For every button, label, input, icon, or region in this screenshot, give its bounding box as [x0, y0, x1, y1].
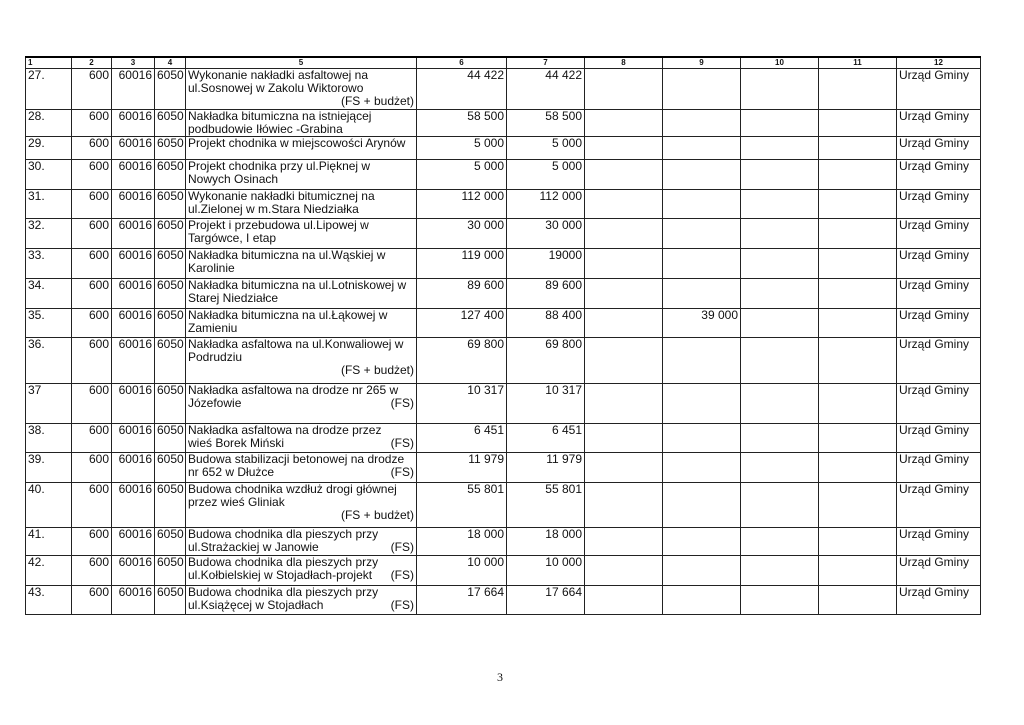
amount-col9-cell: [663, 137, 741, 160]
description-text: Targówce, I etap: [188, 231, 277, 245]
row-number-cell: 27.: [26, 69, 72, 110]
amount-col10-cell: [741, 190, 819, 219]
row-number-cell: 30.: [26, 160, 72, 190]
amount-col9-cell: [663, 556, 741, 586]
amount-col9-cell: [663, 453, 741, 483]
chapter-cell: 60016: [112, 556, 155, 586]
amount-col11-cell: [819, 110, 897, 137]
column-header-11: 11: [819, 57, 897, 69]
task-description-cell: [186, 453, 417, 483]
total-value-cell: 58 500: [417, 110, 507, 137]
responsible-unit-cell: Urząd Gminy: [897, 190, 981, 219]
row-number-cell: 34.: [26, 279, 72, 309]
amount-col11-cell: [819, 586, 897, 615]
table-row: [26, 338, 981, 384]
task-description-cell: [186, 384, 417, 424]
amount-col8-cell: [585, 219, 663, 249]
task-description-cell: [186, 586, 417, 615]
table-row: [26, 110, 981, 137]
row-number-cell: 31.: [26, 190, 72, 219]
total-value-cell: 112 000: [417, 190, 507, 219]
amount-col7-cell: 6 451: [507, 424, 585, 453]
task-description-cell: [186, 137, 417, 160]
amount-col9-cell: [663, 279, 741, 309]
description-text: Wykonanie nakładki bitumicznej na: [188, 189, 375, 203]
total-value-cell: 69 800: [417, 338, 507, 384]
task-description-cell: [186, 528, 417, 556]
division-cell: 600: [72, 483, 112, 528]
funding-source-tag: (FS): [390, 465, 414, 479]
column-number-header: [26, 57, 981, 69]
amount-col10-cell: [741, 424, 819, 453]
amount-col8-cell: [585, 483, 663, 528]
table-row: [26, 249, 981, 279]
amount-col10-cell: [741, 586, 819, 615]
description-text: ul.Zielonej w m.Stara Niedziałka: [188, 202, 359, 216]
amount-col9-cell: 39 000: [663, 309, 741, 338]
column-header-6: 6: [417, 57, 507, 69]
task-description-cell: [186, 338, 417, 384]
total-value-cell: 55 801: [417, 483, 507, 528]
amount-col9-cell: [663, 219, 741, 249]
task-description-cell: [186, 556, 417, 586]
task-description-cell: [186, 69, 417, 110]
amount-col7-cell: 10 317: [507, 384, 585, 424]
chapter-cell: 60016: [112, 160, 155, 190]
responsible-unit-cell: Urząd Gminy: [897, 338, 981, 384]
description-line: [188, 137, 414, 150]
division-cell: 600: [72, 110, 112, 137]
amount-col10-cell: [741, 338, 819, 384]
amount-col11-cell: [819, 309, 897, 338]
total-value-cell: 18 000: [417, 528, 507, 556]
responsible-unit-cell: Urząd Gminy: [897, 110, 981, 137]
amount-col9-cell: [663, 249, 741, 279]
table-row: [26, 586, 981, 615]
responsible-unit-cell: Urząd Gminy: [897, 309, 981, 338]
amount-col10-cell: [741, 556, 819, 586]
table-row: [26, 309, 981, 338]
responsible-unit-cell: Urząd Gminy: [897, 279, 981, 309]
description-line: [188, 203, 414, 216]
amount-col10-cell: [741, 453, 819, 483]
table-row: [26, 556, 981, 586]
amount-col10-cell: [741, 69, 819, 110]
amount-col9-cell: [663, 190, 741, 219]
total-value-cell: 119 000: [417, 249, 507, 279]
amount-col7-cell: 19000: [507, 249, 585, 279]
responsible-unit-cell: Urząd Gminy: [897, 483, 981, 528]
investment-table: [25, 56, 981, 615]
total-value-cell: 10 000: [417, 556, 507, 586]
amount-col7-cell: 11 979: [507, 453, 585, 483]
description-text: przez wieś Gliniak: [188, 495, 285, 509]
chapter-cell: 60016: [112, 279, 155, 309]
chapter-cell: 60016: [112, 586, 155, 615]
row-number-cell: 38.: [26, 424, 72, 453]
division-cell: 600: [72, 556, 112, 586]
chapter-cell: 60016: [112, 69, 155, 110]
description-text: wieś Borek Miński: [188, 436, 285, 450]
description-text: nr 652 w Dłużce: [188, 465, 275, 479]
description-text: Nakładka bitumiczna na ul.Wąskiej w: [188, 248, 386, 262]
chapter-cell: 60016: [112, 338, 155, 384]
funding-source-tag: (FS + budżet): [340, 363, 414, 377]
amount-col8-cell: [585, 160, 663, 190]
amount-col7-cell: 10 000: [507, 556, 585, 586]
funding-source-tag: (FS + budżet): [340, 508, 414, 522]
description-text: Nakładka bitumiczna na istniejącej: [188, 109, 372, 123]
amount-col11-cell: [819, 190, 897, 219]
responsible-unit-cell: Urząd Gminy: [897, 556, 981, 586]
row-number-cell: 29.: [26, 137, 72, 160]
responsible-unit-cell: Urząd Gminy: [897, 219, 981, 249]
amount-col10-cell: [741, 279, 819, 309]
amount-col7-cell: 88 400: [507, 309, 585, 338]
task-description-cell: [186, 483, 417, 528]
amount-col11-cell: [819, 556, 897, 586]
division-cell: 600: [72, 586, 112, 615]
table-row: [26, 424, 981, 453]
table-row: [26, 190, 981, 219]
description-line: [188, 569, 414, 582]
division-cell: 600: [72, 424, 112, 453]
division-cell: 600: [72, 528, 112, 556]
amount-col8-cell: [585, 338, 663, 384]
amount-col9-cell: [663, 586, 741, 615]
amount-col8-cell: [585, 453, 663, 483]
task-description-cell: [186, 110, 417, 137]
description-text: Nakładka bitumiczna na ul.Łąkowej w: [188, 308, 388, 322]
table-row: [26, 137, 981, 160]
description-line: [188, 173, 414, 186]
paragraph-cell: 6050: [155, 453, 186, 483]
responsible-unit-cell: Urząd Gminy: [897, 249, 981, 279]
funding-source-tag: (FS): [390, 540, 414, 554]
amount-col7-cell: 30 000: [507, 219, 585, 249]
description-line: [188, 123, 414, 136]
total-value-cell: 127 400: [417, 309, 507, 338]
description-text: Projekt i przebudowa ul.Lipowej w: [188, 218, 369, 232]
description-text: Podrudziu: [188, 350, 243, 364]
chapter-cell: 60016: [112, 137, 155, 160]
amount-col8-cell: [585, 110, 663, 137]
paragraph-cell: 6050: [155, 586, 186, 615]
amount-col8-cell: [585, 384, 663, 424]
division-cell: 600: [72, 279, 112, 309]
amount-col8-cell: [585, 137, 663, 160]
responsible-unit-cell: Urząd Gminy: [897, 424, 981, 453]
amount-col11-cell: [819, 528, 897, 556]
description-text: Nakładka bitumiczna na ul.Lotniskowej w: [188, 278, 407, 292]
amount-col9-cell: [663, 338, 741, 384]
task-description-cell: [186, 190, 417, 219]
amount-col7-cell: 5 000: [507, 137, 585, 160]
description-text: Budowa chodnika wzdłuż drogi głównej: [188, 482, 397, 496]
funding-source-tag: (FS): [390, 598, 414, 612]
amount-col9-cell: [663, 160, 741, 190]
description-text: Starej Niedziałce: [188, 291, 279, 305]
total-value-cell: 5 000: [417, 137, 507, 160]
paragraph-cell: 6050: [155, 279, 186, 309]
chapter-cell: 60016: [112, 483, 155, 528]
description-line: [188, 541, 414, 554]
column-header-7: 7: [507, 57, 585, 69]
description-line: [188, 599, 414, 612]
task-description-cell: [186, 279, 417, 309]
amount-col9-cell: [663, 69, 741, 110]
paragraph-cell: 6050: [155, 160, 186, 190]
amount-col10-cell: [741, 137, 819, 160]
amount-col11-cell: [819, 219, 897, 249]
amount-col10-cell: [741, 309, 819, 338]
paragraph-cell: 6050: [155, 69, 186, 110]
amount-col10-cell: [741, 219, 819, 249]
description-text: Projekt chodnika przy ul.Pięknej w: [188, 159, 371, 173]
chapter-cell: 60016: [112, 384, 155, 424]
amount-col8-cell: [585, 424, 663, 453]
description-text: Budowa stabilizacji betonowej na drodze: [188, 452, 405, 466]
amount-col10-cell: [741, 249, 819, 279]
description-text: Budowa chodnika dla pieszych przy: [188, 585, 379, 599]
description-text: Józefowie: [188, 396, 242, 410]
task-description-cell: [186, 249, 417, 279]
total-value-cell: 6 451: [417, 424, 507, 453]
chapter-cell: 60016: [112, 309, 155, 338]
amount-col8-cell: [585, 190, 663, 219]
description-text: Zamieniu: [188, 321, 238, 335]
chapter-cell: 60016: [112, 110, 155, 137]
amount-col7-cell: 17 664: [507, 586, 585, 615]
amount-col7-cell: 44 422: [507, 69, 585, 110]
amount-col10-cell: [741, 528, 819, 556]
amount-col8-cell: [585, 279, 663, 309]
column-header-12: 12: [897, 57, 981, 69]
responsible-unit-cell: Urząd Gminy: [897, 160, 981, 190]
chapter-cell: 60016: [112, 528, 155, 556]
total-value-cell: 10 317: [417, 384, 507, 424]
description-line: [188, 322, 414, 335]
column-header-8: 8: [585, 57, 663, 69]
column-header-10: 10: [741, 57, 819, 69]
column-header-4: 4: [155, 57, 186, 69]
table-row: [26, 483, 981, 528]
total-value-cell: 30 000: [417, 219, 507, 249]
amount-col11-cell: [819, 69, 897, 110]
responsible-unit-cell: Urząd Gminy: [897, 384, 981, 424]
division-cell: 600: [72, 190, 112, 219]
responsible-unit-cell: Urząd Gminy: [897, 137, 981, 160]
amount-col11-cell: [819, 249, 897, 279]
amount-col7-cell: 55 801: [507, 483, 585, 528]
column-header-1: 1: [26, 57, 72, 69]
paragraph-cell: 6050: [155, 384, 186, 424]
paragraph-cell: 6050: [155, 338, 186, 384]
total-value-cell: 17 664: [417, 586, 507, 615]
amount-col9-cell: [663, 528, 741, 556]
description-text: Budowa chodnika dla pieszych przy: [188, 555, 379, 569]
description-text: Nakładka asfaltowa na drodze przez: [188, 423, 382, 437]
amount-col7-cell: 112 000: [507, 190, 585, 219]
row-number-cell: 42.: [26, 556, 72, 586]
chapter-cell: 60016: [112, 190, 155, 219]
responsible-unit-cell: Urząd Gminy: [897, 453, 981, 483]
task-description-cell: [186, 309, 417, 338]
paragraph-cell: 6050: [155, 219, 186, 249]
description-text: Nakładka asfaltowa na ul.Konwaliowej w: [188, 337, 404, 351]
amount-col7-cell: 58 500: [507, 110, 585, 137]
division-cell: 600: [72, 219, 112, 249]
table-row: [26, 219, 981, 249]
amount-col10-cell: [741, 483, 819, 528]
description-text: Karolinie: [188, 261, 235, 275]
total-value-cell: 89 600: [417, 279, 507, 309]
paragraph-cell: 6050: [155, 483, 186, 528]
description-text: Nowych Osinach: [188, 172, 279, 186]
amount-col11-cell: [819, 453, 897, 483]
amount-col11-cell: [819, 424, 897, 453]
amount-col9-cell: [663, 110, 741, 137]
amount-col8-cell: [585, 249, 663, 279]
amount-col10-cell: [741, 110, 819, 137]
description-line: [188, 292, 414, 305]
chapter-cell: 60016: [112, 424, 155, 453]
page-number: 3: [497, 670, 503, 684]
funding-source-tag: (FS): [390, 568, 414, 582]
description-text: Projekt chodnika w miejscowości Arynów: [188, 136, 406, 150]
division-cell: 600: [72, 69, 112, 110]
amount-col11-cell: [819, 384, 897, 424]
paragraph-cell: 6050: [155, 249, 186, 279]
row-number-cell: 33.: [26, 249, 72, 279]
amount-col10-cell: [741, 160, 819, 190]
paragraph-cell: 6050: [155, 424, 186, 453]
column-header-2: 2: [72, 57, 112, 69]
funding-source-tag: (FS + budżet): [340, 94, 414, 108]
amount-col7-cell: 18 000: [507, 528, 585, 556]
task-description-cell: [186, 424, 417, 453]
paragraph-cell: 6050: [155, 110, 186, 137]
row-number-cell: 37: [26, 384, 72, 424]
responsible-unit-cell: Urząd Gminy: [897, 528, 981, 556]
amount-col7-cell: 69 800: [507, 338, 585, 384]
description-line: [188, 397, 414, 410]
amount-col7-cell: 89 600: [507, 279, 585, 309]
amount-col11-cell: [819, 483, 897, 528]
division-cell: 600: [72, 384, 112, 424]
row-number-cell: 35.: [26, 309, 72, 338]
description-line: [188, 232, 414, 245]
amount-col8-cell: [585, 528, 663, 556]
chapter-cell: 60016: [112, 453, 155, 483]
table-row: [26, 160, 981, 190]
amount-col8-cell: [585, 309, 663, 338]
table-row: [26, 384, 981, 424]
amount-col8-cell: [585, 586, 663, 615]
description-text: ul.Sosnowej w Zakolu Wiktorowo: [188, 81, 364, 95]
table-row: [26, 279, 981, 309]
total-value-cell: 11 979: [417, 453, 507, 483]
description-text: podbudowie Iłówiec -Grabina: [188, 122, 343, 136]
division-cell: 600: [72, 338, 112, 384]
description-text: ul.Kołbielskiej w Stojadłach-projekt: [188, 568, 373, 582]
amount-col9-cell: [663, 384, 741, 424]
responsible-unit-cell: Urząd Gminy: [897, 586, 981, 615]
row-number-cell: 40.: [26, 483, 72, 528]
description-text: Nakładka asfaltowa na drodze nr 265 w: [188, 383, 399, 397]
description-text: Budowa chodnika dla pieszych przy: [188, 527, 379, 541]
paragraph-cell: 6050: [155, 556, 186, 586]
table-row: [26, 69, 981, 110]
row-number-cell: 39.: [26, 453, 72, 483]
amount-col11-cell: [819, 338, 897, 384]
row-number-cell: 32.: [26, 219, 72, 249]
amount-col7-cell: 5 000: [507, 160, 585, 190]
description-text: Wykonanie nakładki asfaltowej na: [188, 68, 368, 82]
description-text: ul.Strażackiej w Janowie: [188, 540, 319, 554]
description-line: [188, 466, 414, 479]
table-row: [26, 453, 981, 483]
description-text: ul.Książęcej w Stojadłach: [188, 598, 324, 612]
responsible-unit-cell: Urząd Gminy: [897, 69, 981, 110]
description-line: [188, 437, 414, 450]
amount-col11-cell: [819, 279, 897, 309]
column-header-9: 9: [663, 57, 741, 69]
division-cell: 600: [72, 137, 112, 160]
amount-col10-cell: [741, 384, 819, 424]
amount-col9-cell: [663, 483, 741, 528]
division-cell: 600: [72, 309, 112, 338]
row-number-cell: 28.: [26, 110, 72, 137]
task-description-cell: [186, 160, 417, 190]
total-value-cell: 5 000: [417, 160, 507, 190]
table-row: [26, 528, 981, 556]
table-body: [26, 69, 981, 615]
division-cell: 600: [72, 453, 112, 483]
paragraph-cell: 6050: [155, 190, 186, 219]
division-cell: 600: [72, 160, 112, 190]
column-header-5: 5: [186, 57, 417, 69]
row-number-cell: 41.: [26, 528, 72, 556]
funding-source-tag: (FS): [390, 436, 414, 450]
row-number-cell: 43.: [26, 586, 72, 615]
division-cell: 600: [72, 249, 112, 279]
amount-col11-cell: [819, 160, 897, 190]
chapter-cell: 60016: [112, 249, 155, 279]
budget-sheet: [25, 56, 981, 615]
paragraph-cell: 6050: [155, 528, 186, 556]
paragraph-cell: 6050: [155, 137, 186, 160]
chapter-cell: 60016: [112, 219, 155, 249]
amount-col8-cell: [585, 69, 663, 110]
column-header-3: 3: [112, 57, 155, 69]
amount-col11-cell: [819, 137, 897, 160]
funding-source-tag: (FS): [390, 396, 414, 410]
amount-col8-cell: [585, 556, 663, 586]
description-line: [188, 262, 414, 275]
amount-col9-cell: [663, 424, 741, 453]
paragraph-cell: 6050: [155, 309, 186, 338]
total-value-cell: 44 422: [417, 69, 507, 110]
task-description-cell: [186, 219, 417, 249]
row-number-cell: 36.: [26, 338, 72, 384]
